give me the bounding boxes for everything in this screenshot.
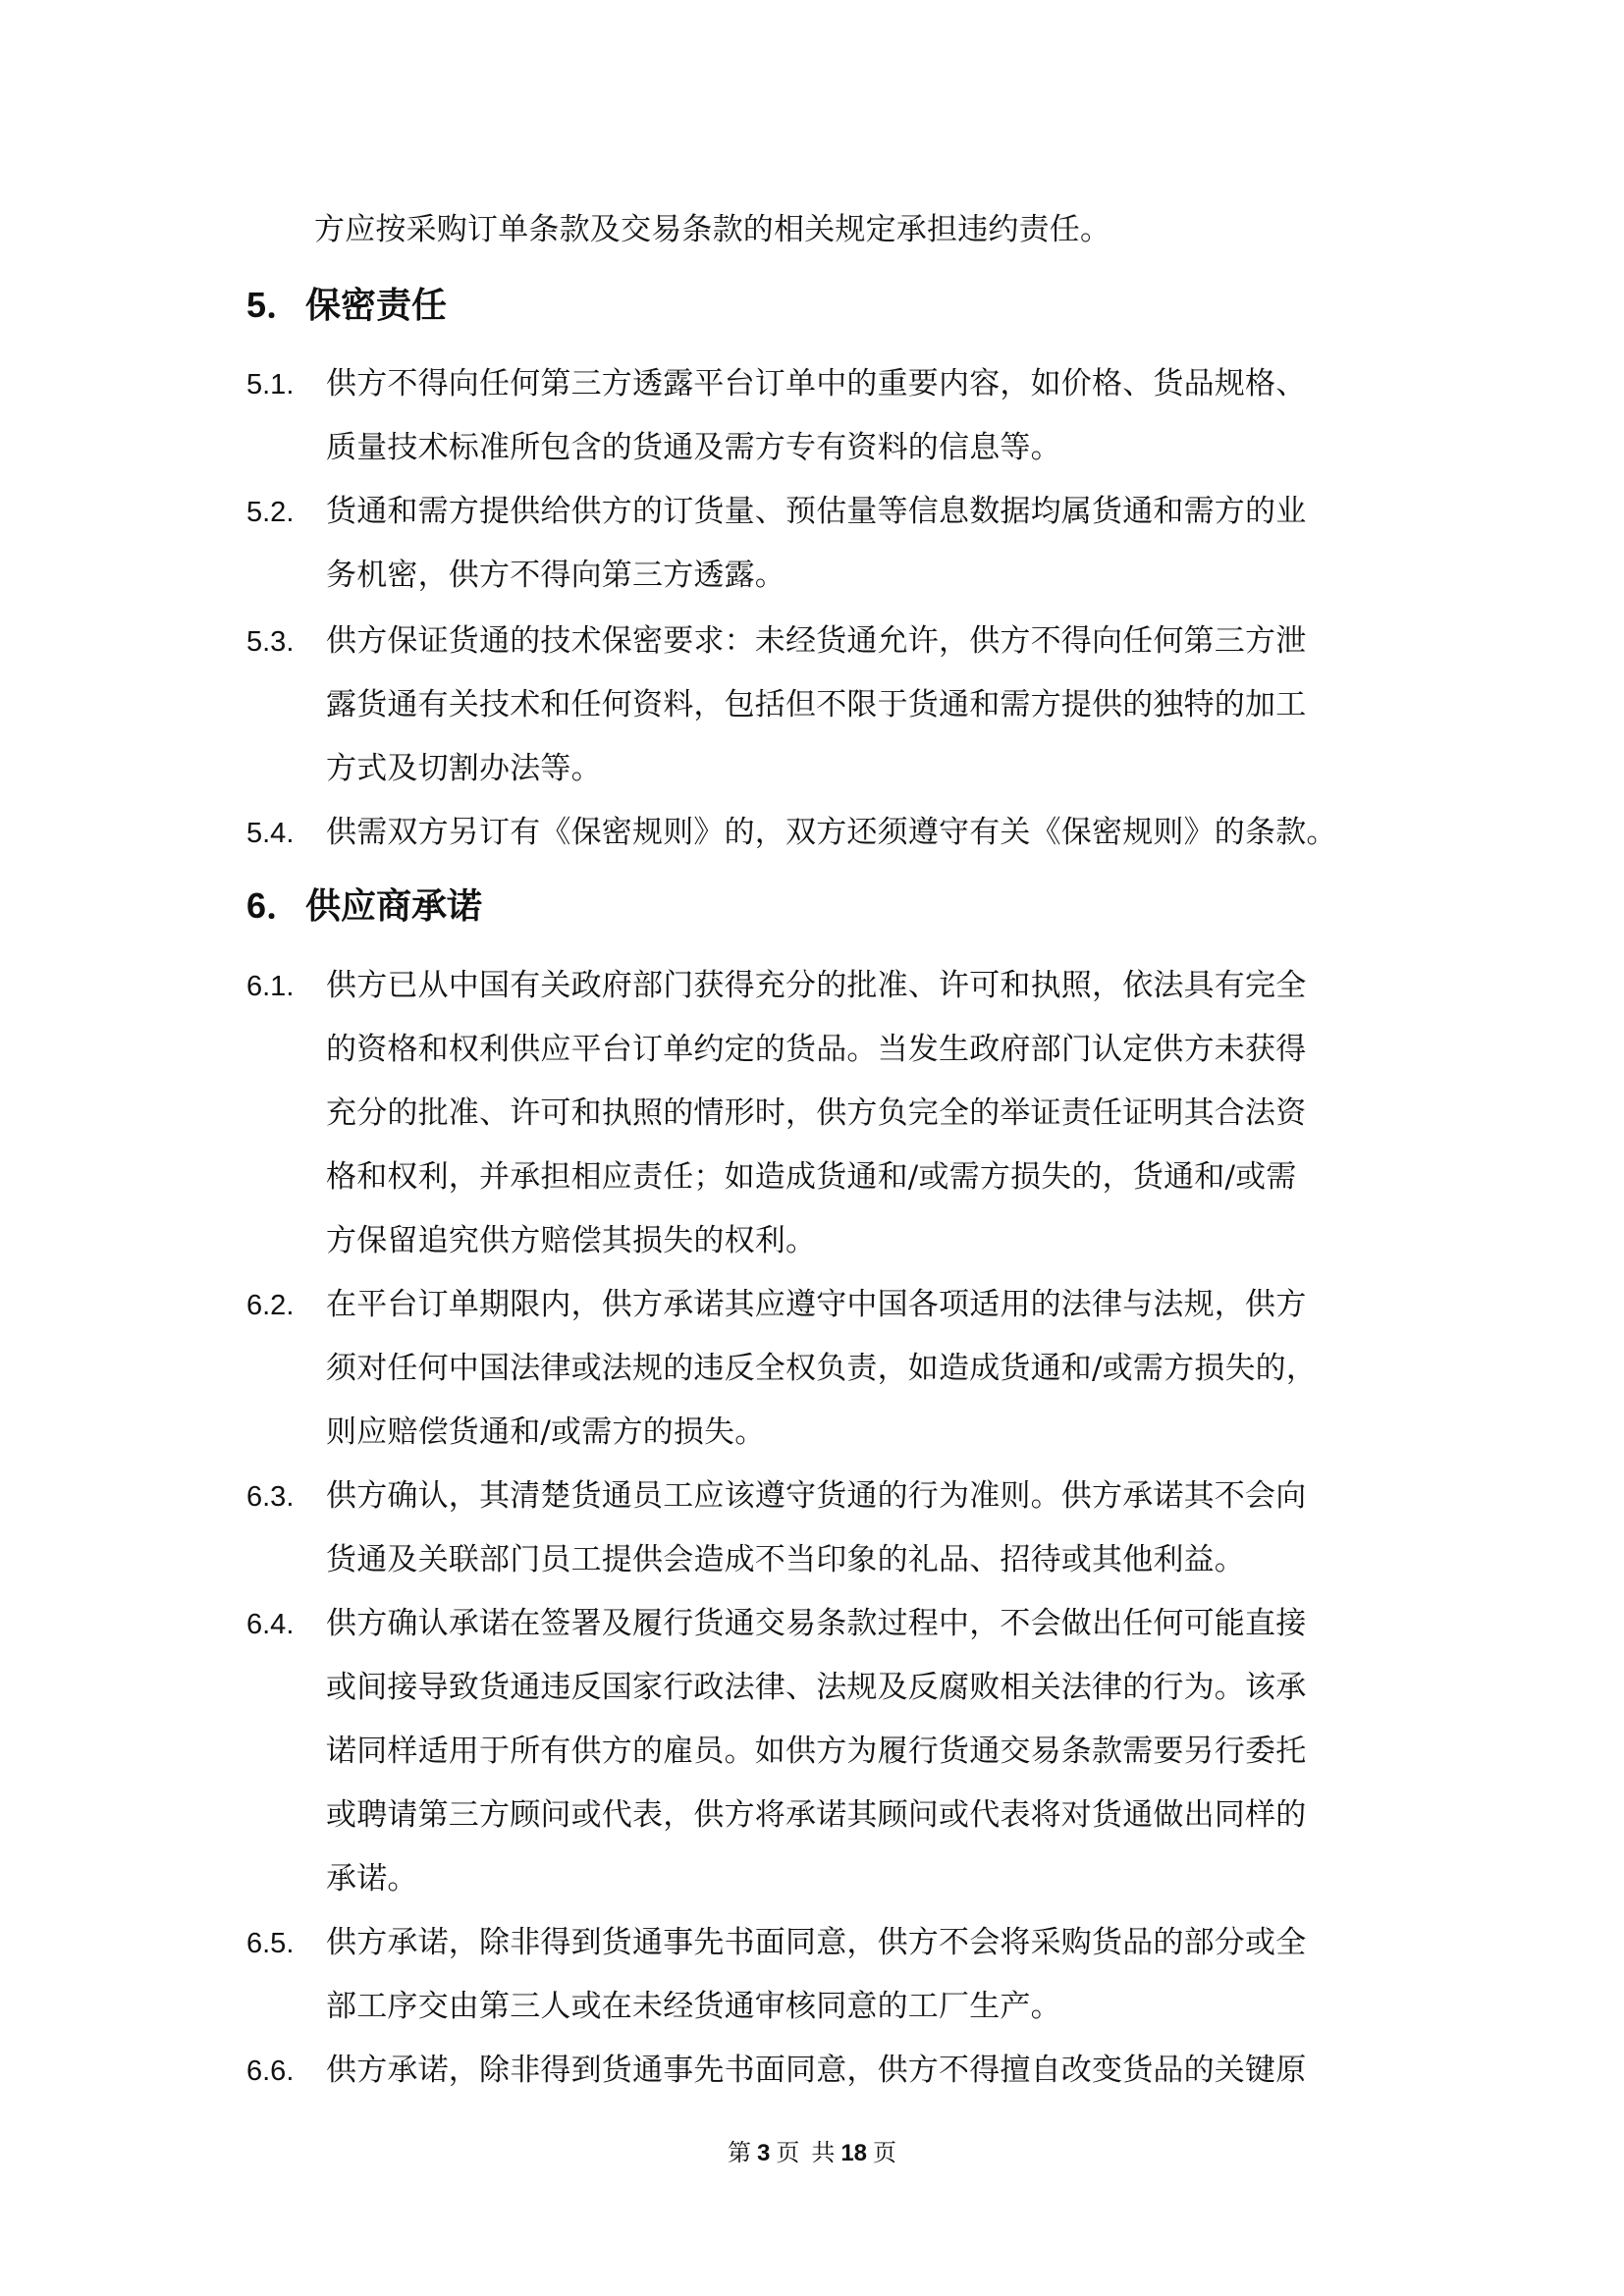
page-footer: [0, 2137, 1624, 2169]
clause-6-2-line-1: 在平台订单期限内，供方承诺其应遵守中国各项适用的法律与法规，供方: [326, 1287, 1307, 1322]
clause-number-6-4: 6.4.: [246, 1609, 295, 1640]
clause-5-4-line-1: 供需双方另订有《保密规则》的，双方还须遵守有关《保密规则》的条款。: [326, 815, 1337, 850]
clause-6-1-line-5: 方保留追究供方赔偿其损失的权利。: [326, 1223, 817, 1258]
clause-5-2-line-1: 货通和需方提供给供方的订货量、预估量等信息数据均属货通和需方的业: [326, 494, 1307, 529]
clause-5-3-line-1: 供方保证货通的技术保密要求：未经货通允许，供方不得向任何第三方泄: [326, 623, 1307, 659]
footer-page-number: 3: [756, 2140, 771, 2166]
section-title: 保密责任: [305, 285, 448, 326]
clause-number-6-5: 6.5.: [246, 1928, 295, 1959]
clause-6-2-line-2: 须对任何中国法律或法规的违反全权负责，如造成货通和/或需方损失的，: [326, 1351, 1318, 1386]
clause-6-5-line-1: 供方承诺，除非得到货通事先书面同意，供方不会将采购货品的部分或全: [326, 1925, 1307, 1960]
section-heading-6: [246, 883, 482, 929]
footer-total-prefix: 共: [811, 2139, 836, 2166]
section-title: 供应商承诺: [305, 885, 483, 927]
footer-total-unit: 页: [873, 2139, 897, 2166]
clause-6-3-line-1: 供方确认，其清楚货通员工应该遵守货通的行为准则。供方承诺其不会向: [326, 1478, 1307, 1514]
clause-number-6-2: 6.2.: [246, 1290, 295, 1321]
clause-number-5-1: 5.1.: [246, 369, 295, 400]
clause-6-2-line-3: 则应赔偿货通和/或需方的损失。: [326, 1415, 766, 1450]
clause-6-5-line-2: 部工序交由第三人或在未经货通审核同意的工厂生产。: [326, 1989, 1061, 2024]
clause-6-3-line-2: 货通及关联部门员工提供会造成不当印象的礼品、招待或其他利益。: [326, 1542, 1245, 1577]
clause-6-4-line-5: 承诺。: [326, 1861, 418, 1896]
clause-6-4-line-1: 供方确认承诺在签署及履行货通交易条款过程中，不会做出任何可能直接: [326, 1606, 1307, 1641]
clause-6-1-line-4: 格和权利，并承担相应责任；如造成货通和/或需方损失的，货通和/或需: [326, 1159, 1297, 1195]
section-heading-5: [246, 283, 447, 328]
clause-5-2-line-2: 务机密，供方不得向第三方透露。: [326, 558, 785, 593]
clause-number-5-3: 5.3.: [246, 626, 295, 658]
clause-number-5-2: 5.2.: [246, 497, 295, 528]
clause-6-4-line-2: 或间接导致货通违反国家行政法律、法规及反腐败相关法律的行为。该承: [326, 1670, 1307, 1705]
clause-6-1-line-1: 供方已从中国有关政府部门获得充分的批准、许可和执照，依法具有完全: [326, 968, 1307, 1003]
footer-page-unit: 页: [776, 2139, 800, 2166]
clause-number-6-1: 6.1.: [246, 971, 295, 1002]
footer-total-pages: 18: [840, 2140, 868, 2166]
clause-number-5-4: 5.4.: [246, 818, 295, 849]
clause-5-3-line-3: 方式及切割办法等。: [326, 751, 602, 786]
clause-6-1-line-3: 充分的批准、许可和执照的情形时，供方负完全的举证责任证明其合法资: [326, 1095, 1307, 1131]
clause-number-6-6: 6.6.: [246, 2056, 295, 2087]
footer-prefix: 第: [727, 2139, 751, 2166]
section-number: 6．: [246, 885, 302, 926]
clause-6-6-line-1: 供方承诺，除非得到货通事先书面同意，供方不得擅自改变货品的关键原: [326, 2053, 1307, 2088]
section-number: 5．: [246, 285, 302, 325]
clause-number-6-3: 6.3.: [246, 1481, 295, 1513]
clause-6-4-line-3: 诺同样适用于所有供方的雇员。如供方为履行货通交易条款需要另行委托: [326, 1734, 1307, 1769]
clause-5-3-line-2: 露货通有关技术和任何资料，包括但不限于货通和需方提供的独特的加工: [326, 687, 1307, 722]
clause-6-4-line-4: 或聘请第三方顾问或代表，供方将承诺其顾问或代表将对货通做出同样的: [326, 1797, 1307, 1833]
clause-6-1-line-2: 的资格和权利供应平台订单约定的货品。当发生政府部门认定供方未获得: [326, 1032, 1307, 1067]
clause-5-1-line-2: 质量技术标准所包含的货通及需方专有资料的信息等。: [326, 430, 1061, 465]
clause-5-1-line-1: 供方不得向任何第三方透露平台订单中的重要内容，如价格、货品规格、: [326, 366, 1307, 401]
continuation-text: 方应按采购订单条款及交易条款的相关规定承担违约责任。: [314, 212, 1111, 247]
